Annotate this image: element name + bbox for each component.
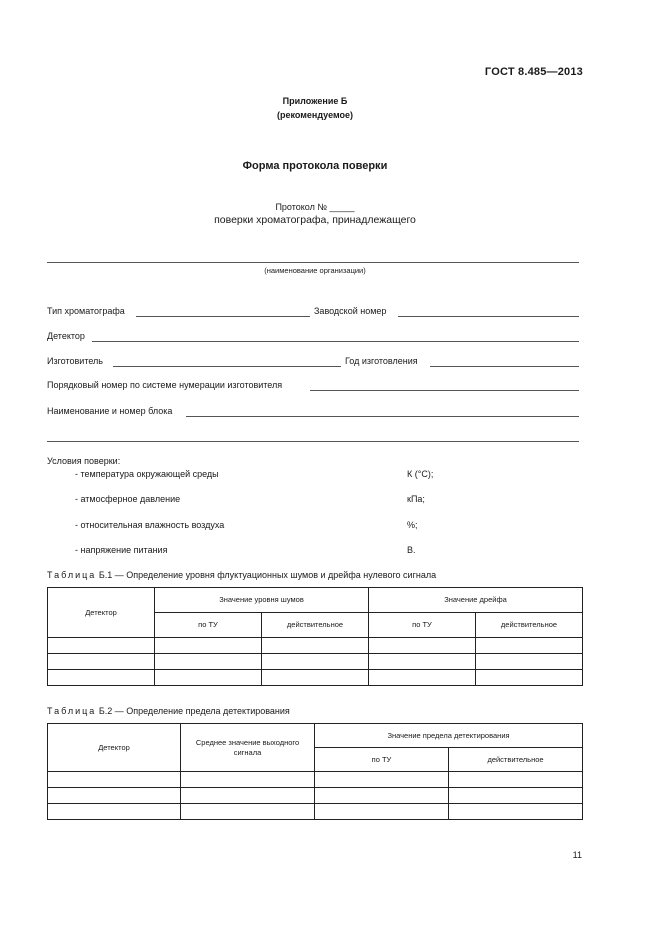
table-cell[interactable] (449, 804, 583, 820)
table-cell[interactable] (181, 772, 315, 788)
table-cell[interactable] (181, 804, 315, 820)
table1-caption-number: Б.1 (98, 570, 113, 580)
table-cell[interactable] (48, 654, 155, 670)
table-cell[interactable] (476, 638, 583, 654)
field-year-label: Год изготовления (345, 356, 418, 366)
condition-humidity-unit: %; (407, 520, 418, 530)
table-cell[interactable] (155, 654, 262, 670)
table-row (48, 670, 583, 686)
field-manufacturer-label: Изготовитель (47, 356, 103, 366)
table2 (47, 723, 583, 820)
field-type-label: Тип хроматографа (47, 306, 125, 316)
table1-header-drift-spec: по ТУ (369, 613, 476, 638)
table-cell[interactable] (48, 772, 181, 788)
table-cell[interactable] (262, 638, 369, 654)
table-cell[interactable] (155, 670, 262, 686)
field-seq-number-label: Порядковый номер по системе нумерации изготовителя (47, 380, 283, 390)
table-cell[interactable] (476, 654, 583, 670)
table2-caption-title: Определение предела детектирования (126, 706, 290, 716)
standard-number: ГОСТ 8.485—2013 (484, 66, 583, 78)
table-row (48, 804, 583, 820)
field-detector-label: Детектор (47, 331, 85, 341)
table2-header-limit-actual: действительное (449, 748, 583, 772)
field-detector-line[interactable] (92, 341, 579, 342)
table1-caption-label: Таблица (47, 570, 97, 580)
table2-caption: Таблица Б.2 — Определение предела детектирования (47, 706, 290, 716)
table-cell[interactable] (476, 670, 583, 686)
appendix-subtitle: (рекомендуемое) (277, 110, 353, 120)
table1 (47, 587, 583, 686)
protocol-number: Протокол № _____ (275, 202, 355, 212)
condition-voltage-label: - напряжение питания (75, 545, 168, 555)
table-row (48, 654, 583, 670)
table2-header-avg-signal: Среднее значение выходного сигнала (181, 724, 315, 772)
table-row (48, 788, 583, 804)
table2-caption-label: Таблица (47, 706, 97, 716)
field-serial-line[interactable] (398, 316, 579, 317)
form-title: Форма протокола поверки (242, 160, 388, 172)
table-cell[interactable] (48, 788, 181, 804)
organization-line[interactable] (47, 262, 579, 263)
table1-caption-title: Определение уровня флуктуационных шумов и дрейфа нулевого сигнала (126, 570, 437, 580)
protocol-subject: поверки хроматографа, принадлежащего (214, 214, 416, 226)
organization-caption: (наименование организации) (264, 266, 366, 275)
table-cell[interactable] (48, 670, 155, 686)
condition-pressure-unit: кПа; (407, 494, 425, 504)
condition-humidity-label: - относительная влажность воздуха (75, 520, 225, 530)
table-cell[interactable] (155, 638, 262, 654)
table-cell[interactable] (262, 670, 369, 686)
field-block-label: Наименование и номер блока (47, 406, 173, 416)
table1-header-drift: Значение дрейфа (369, 588, 583, 613)
table-row (48, 772, 583, 788)
field-type-line[interactable] (136, 316, 310, 317)
table1-header-noise-actual: действительное (262, 613, 369, 638)
table-cell[interactable] (181, 788, 315, 804)
table2-header-limit: Значение предела детектирования (315, 724, 583, 748)
table-cell[interactable] (262, 654, 369, 670)
table1-caption: Таблица Б.1 — Определение уровня флуктуационных шумов и дрейфа нулевого сигнала (47, 570, 437, 580)
table2-header-detector: Детектор (48, 724, 181, 772)
table2-header-limit-spec: по ТУ (315, 748, 449, 772)
table-cell[interactable] (315, 772, 449, 788)
table-cell[interactable] (315, 804, 449, 820)
table-cell[interactable] (48, 804, 181, 820)
appendix-title: Приложение Б (282, 96, 348, 106)
table-cell[interactable] (449, 788, 583, 804)
table-cell[interactable] (315, 788, 449, 804)
field-seq-number-line[interactable] (310, 390, 579, 391)
table-cell[interactable] (369, 654, 476, 670)
table2-caption-number: Б.2 (98, 706, 113, 716)
condition-temperature-label: - температура окружающей среды (75, 469, 219, 479)
table1-header-noise-spec: по ТУ (155, 613, 262, 638)
blank-line[interactable] (47, 441, 579, 442)
condition-pressure-label: - атмосферное давление (75, 494, 181, 504)
table-cell[interactable] (449, 772, 583, 788)
page-number: 11 (572, 850, 582, 860)
field-year-line[interactable] (430, 366, 579, 367)
table-cell[interactable] (48, 638, 155, 654)
condition-voltage-unit: В. (407, 545, 416, 555)
table-row (48, 638, 583, 654)
condition-temperature-unit: К (°С); (407, 469, 434, 479)
table-cell[interactable] (369, 670, 476, 686)
field-serial-label: Заводской номер (314, 306, 387, 316)
field-manufacturer-line[interactable] (113, 366, 341, 367)
conditions-title: Условия поверки: (47, 456, 121, 466)
field-block-line[interactable] (186, 416, 579, 417)
table1-header-detector: Детектор (48, 588, 155, 638)
table-cell[interactable] (369, 638, 476, 654)
table1-header-noise: Значение уровня шумов (155, 588, 369, 613)
table1-header-drift-actual: действительное (476, 613, 583, 638)
